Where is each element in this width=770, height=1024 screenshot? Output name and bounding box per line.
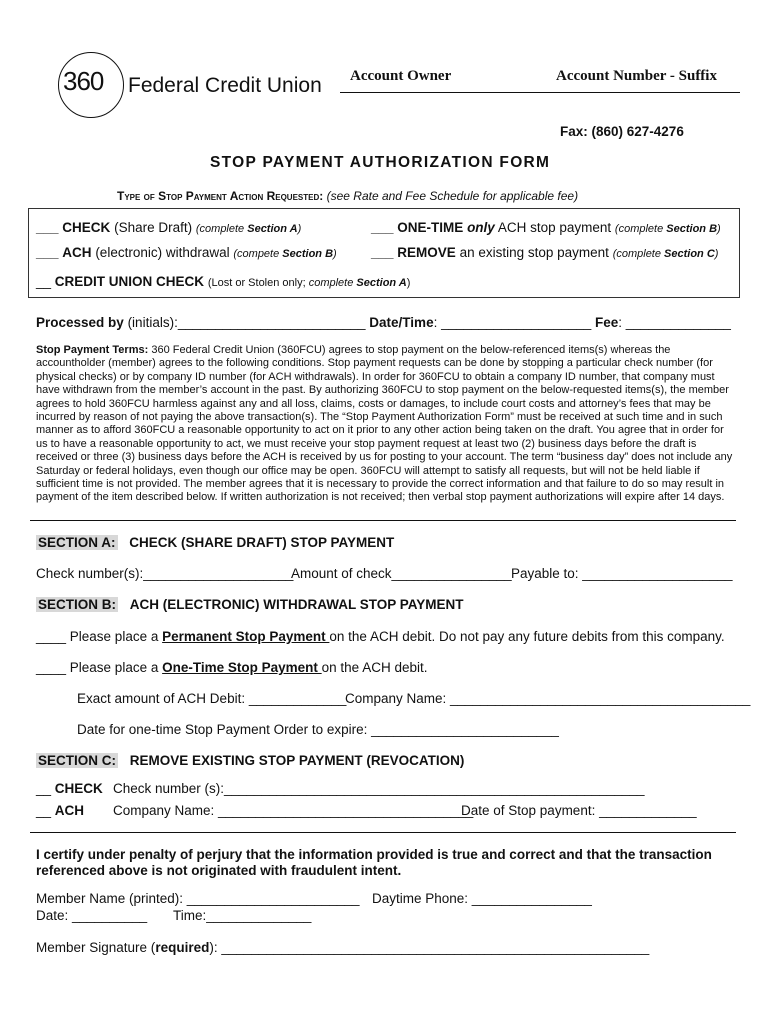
fax-number: Fax: (860) 627-4276 — [560, 124, 684, 139]
option-remove-name: REMOVE — [397, 245, 456, 260]
section-c-title: REMOVE EXISTING STOP PAYMENT (REVOCATION) — [129, 753, 465, 768]
one-time-stop-option[interactable] — [36, 660, 427, 675]
option-cu-check-desc: (Lost or Stolen only; — [207, 277, 309, 289]
option-remove-section: Section C — [664, 248, 715, 260]
option-cu-check-section: Section A — [356, 277, 407, 289]
permanent-stop-text: on the ACH debit. Do not pay any future debits from this company. — [329, 629, 725, 644]
option-ach-name: ACH — [62, 245, 92, 260]
processed-initials-label: (initials): — [127, 315, 178, 330]
option-one-time[interactable] — [371, 220, 721, 235]
revoke-company-name-field[interactable]: Company Name: __________________________________ — [113, 803, 474, 818]
option-ach-desc: (electronic) withdrawal — [95, 245, 230, 260]
certify-line-1: I certify under penalty of perjury that the information provided is true and correct and that the transaction — [36, 847, 712, 862]
ach-exact-amount-field[interactable]: Exact amount of ACH Debit: _____________ — [77, 691, 347, 706]
option-ach-note: (compete — [233, 248, 283, 260]
option-one-time-section: Section B — [666, 223, 718, 235]
member-date-field[interactable]: Date: __________ — [36, 908, 148, 923]
type-label: Type of Stop Payment Action Requested: — [117, 189, 324, 203]
terms-text: 360 Federal Credit Union (360FCU) agrees to stop payment on the below-referenced items(s) whereas the accountholder (member) agrees to the following conditions. Stop payment requests can be done by stopping a particular check number (for physical checks) or by company ID number (for ACH withdrawals). In order for 360FCU to obtain a company ID number, that company must have withdrawn from the member’s account in the past. By authorizing 360FCU to stop payment on the below-requested items(s), the member agrees to hold 360FCU harmless against any and all loss, claims, costs or damages, to include court costs and attorney’s fees that may be incurred by reason of not paying the above transaction(s). The “Stop Payment Authorization Form” must be received at such time and in such manner as to afford 360FCU a reasonable opportunity to act on it prior to any other action being taken on the draft. You agree that in order for us to have a reasonable opportunity to act, we must receive your stop payment request at least two (2) business days before the draft is received or three (3) business days before the ACH is received by us for posting to your account. The term “business day” does not include any Saturday or federal holidays, even though our office may be open. 360FCU will attempt to satisfy all requests, but will not be held liable if sufficient time is not provided. The member agrees that it is necessary to provide the correct information and that failure to do so may result in payment of the item described below. If written authorization is not received; then verbal stop payment authorizations will expire after 14 days. — [36, 344, 733, 504]
processed-initials-field[interactable]: _________________________ — [177, 315, 366, 330]
option-one-time-desc: ACH stop payment — [497, 220, 612, 235]
stop-payment-terms — [36, 344, 736, 505]
revoke-ach-label: ACH — [54, 803, 85, 818]
section-c-tag: SECTION C: — [38, 753, 117, 768]
option-check-desc: (Share Draft) — [114, 220, 193, 235]
revoke-check-number-field[interactable]: Check number (s):________________________________________________________ — [113, 781, 645, 796]
option-remove[interactable] — [371, 245, 718, 260]
ach-company-name-field[interactable]: Company Name: ________________________________________ — [345, 691, 751, 706]
option-check-note-end: ) — [297, 223, 302, 235]
processed-row — [36, 315, 731, 330]
revoke-check-label: CHECK — [54, 781, 103, 796]
account-owner-label: Account Owner — [350, 68, 452, 84]
section-a-tag: SECTION A: — [38, 535, 116, 550]
permanent-stop-blank: ____ Please place a — [36, 629, 163, 644]
revoke-ach-row[interactable] — [36, 803, 84, 818]
header-rule — [340, 92, 740, 93]
option-cu-check[interactable] — [36, 274, 410, 289]
option-cu-check-note: complete — [308, 277, 357, 289]
account-number-label: Account Number - Suffix — [556, 68, 717, 84]
section-a-heading — [36, 535, 394, 550]
option-cu-check-blank: __ — [36, 274, 52, 289]
member-name-field[interactable]: Member Name (printed): _______________________ — [36, 891, 360, 906]
logo-number: 360 — [63, 66, 104, 96]
type-line — [117, 189, 578, 203]
option-ach-blank: ___ — [36, 245, 59, 260]
signature-field: ): _________________________________________________________ — [209, 940, 650, 955]
option-remove-note-end: ) — [714, 248, 719, 260]
option-remove-note: (complete — [612, 248, 665, 260]
section-c-rule — [30, 832, 736, 833]
logo-name: Federal Credit Union — [128, 74, 322, 97]
section-b-tag: SECTION B: — [38, 597, 117, 612]
section-c-heading — [36, 753, 464, 768]
section-b-heading — [36, 597, 464, 612]
option-cu-check-name: CREDIT UNION CHECK — [54, 274, 205, 289]
option-one-time-note-end: ) — [717, 223, 721, 235]
processed-by-label: Processed by — [36, 315, 124, 330]
type-note: (see Rate and Fee Schedule for applicable fee) — [326, 189, 579, 203]
section-a-title: CHECK (SHARE DRAFT) STOP PAYMENT — [129, 535, 395, 550]
payable-to-field[interactable]: Payable to: ____________________ — [511, 566, 733, 581]
one-time-stop-blank: ____ Please place a — [36, 660, 163, 675]
processed-date-field[interactable]: : ____________________ — [433, 315, 592, 330]
permanent-stop-label: Permanent Stop Payment — [162, 629, 330, 644]
option-check-section: Section A — [247, 223, 298, 235]
revoke-check-row[interactable] — [36, 781, 103, 796]
option-one-time-only: only — [467, 220, 495, 235]
daytime-phone-field[interactable]: Daytime Phone: ________________ — [372, 891, 592, 906]
option-one-time-note: (complete — [614, 223, 667, 235]
processed-date-label: Date/Time — [369, 315, 434, 330]
option-check[interactable] — [36, 220, 301, 235]
check-numbers-field[interactable]: Check number(s):____________________ — [36, 566, 294, 581]
option-remove-desc: an existing stop payment — [459, 245, 609, 260]
signature-required: required — [155, 940, 210, 955]
member-signature-row[interactable] — [36, 940, 649, 955]
revoke-ach-blank: __ — [36, 803, 52, 818]
signature-label: Member Signature ( — [36, 940, 156, 955]
option-one-time-name: ONE-TIME — [397, 220, 464, 235]
terms-rule — [30, 520, 736, 521]
revoke-date-field[interactable]: Date of Stop payment: _____________ — [461, 803, 697, 818]
check-amount-field[interactable]: Amount of check________________ — [291, 566, 512, 581]
processed-fee-field[interactable]: : ______________ — [618, 315, 731, 330]
one-time-stop-text: on the ACH debit. — [321, 660, 428, 675]
option-check-note: (complete — [195, 223, 248, 235]
option-cu-check-note-end: ) — [406, 277, 411, 289]
form-title: STOP PAYMENT AUTHORIZATION FORM — [210, 154, 551, 171]
certify-line-2: referenced above is not originated with fraudulent intent. — [36, 863, 402, 878]
credit-union-logo — [58, 52, 322, 122]
section-b-title: ACH (ELECTRONIC) WITHDRAWAL STOP PAYMENT — [129, 597, 464, 612]
expire-date-field[interactable]: Date for one-time Stop Payment Order to expire: _________________________ — [77, 722, 559, 737]
one-time-stop-label: One-Time Stop Payment — [162, 660, 322, 675]
option-check-name: CHECK — [62, 220, 111, 235]
member-time-field[interactable]: Time:______________ — [173, 908, 312, 923]
option-check-blank: ___ — [36, 220, 59, 235]
option-one-time-blank: ___ — [371, 220, 394, 235]
option-remove-blank: ___ — [371, 245, 394, 260]
option-ach-section: Section B — [282, 248, 334, 260]
terms-label: Stop Payment Terms: — [36, 344, 149, 356]
option-ach-note-end: ) — [333, 248, 337, 260]
revoke-check-blank: __ — [36, 781, 52, 796]
option-ach[interactable] — [36, 245, 337, 260]
permanent-stop-option[interactable] — [36, 629, 725, 644]
processed-fee-label: Fee — [595, 315, 619, 330]
